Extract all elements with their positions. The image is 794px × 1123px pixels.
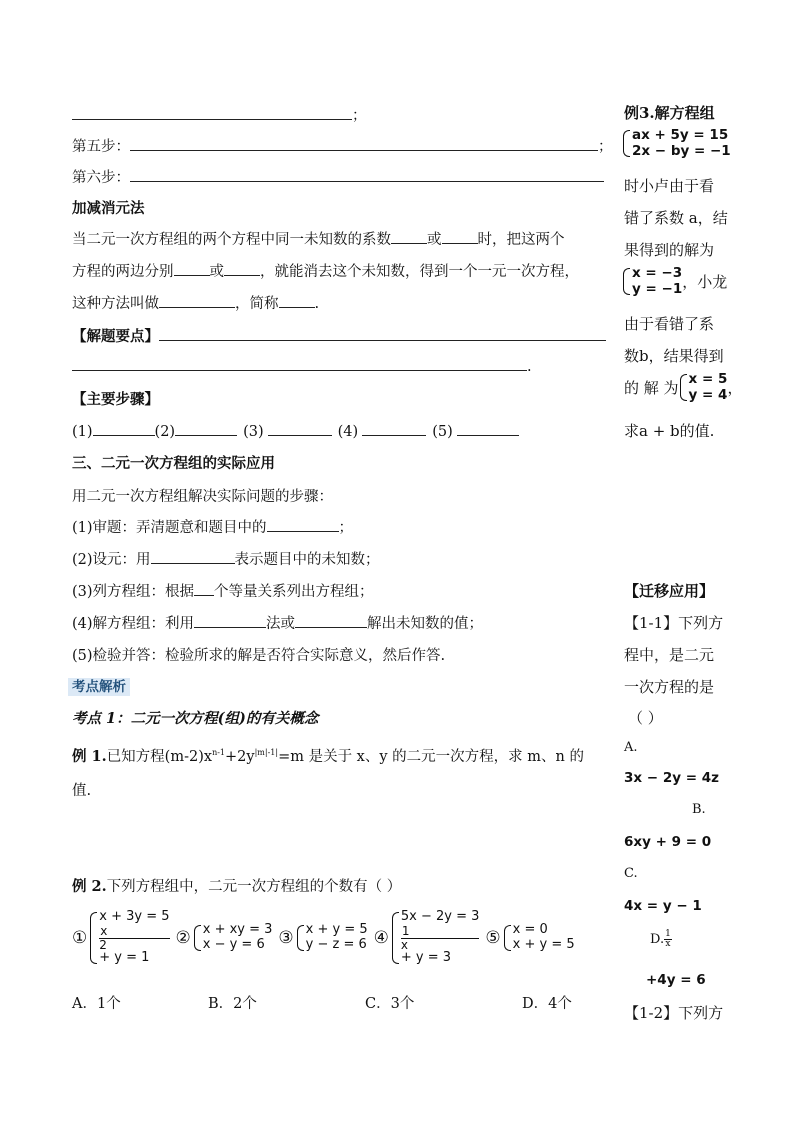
mainsteps-list: (1) (2) (3) (4) (5)	[72, 421, 519, 440]
blank[interactable]	[151, 549, 235, 564]
option-b[interactable]: B．2个	[208, 996, 257, 1012]
line-blank-1: ；	[72, 104, 367, 125]
kaodian1-title: 考点 1：二元一次方程(组)的有关概念	[72, 710, 319, 727]
mainsteps-label: 【主要步骤】	[72, 391, 159, 408]
keypoint-line: 【解题要点】	[72, 325, 606, 346]
r1: 时小卢由于看	[624, 177, 715, 195]
blank[interactable]	[391, 229, 427, 244]
s5: (5)检验并答：检验所求的解是否符合实际意义，然后作答.	[72, 648, 446, 664]
keypoint-blank[interactable]	[159, 326, 606, 341]
r5: 由于看错了系	[624, 315, 715, 333]
q-option-b-eq: 6xy + 9 = 0	[624, 834, 712, 850]
ex3-title: 例3.解方程组	[624, 104, 715, 122]
q-option-a-eq: 3x − 2y = 4z	[624, 770, 719, 786]
step5-blank[interactable]	[130, 136, 598, 151]
blank[interactable]	[194, 581, 214, 596]
systems-row: ① x + 3y = 5 x 2 + y = 1 ② x + xy = 3 x − y = 6 ③ x + y = 5 y − z = 6 ④ 5x − 2y = 3 1 x + y = 3 ⑤ x = 0 x + y = 5	[72, 909, 575, 966]
q11d: （ ）	[628, 709, 663, 727]
step-blank[interactable]	[175, 421, 237, 436]
r6: 数b，结果得到	[624, 347, 724, 365]
q-option-d[interactable]: D. $\frac{1}{x}$	[650, 929, 671, 950]
jiajian-p3: 这种方法叫做 ，简称 .	[72, 292, 319, 313]
q12: 【1-2】下列方	[624, 1004, 724, 1022]
keypoint-line2: .	[72, 356, 532, 375]
system-4: 5x − 2y = 3 1 x + y = 3	[391, 910, 480, 966]
system-1: x + 3y = 5 x 2 + y = 1	[89, 910, 169, 966]
r3: 果得到的解为	[624, 241, 715, 259]
keypoint-blank-2[interactable]	[72, 356, 527, 371]
step6-blank[interactable]	[130, 167, 604, 182]
system-5: x = 0 x + y = 5	[503, 923, 575, 953]
ex3-system: ax + 5y = 15 2x − by = −1	[622, 128, 731, 159]
q-option-d-eq: +4y = 6	[646, 972, 706, 988]
q-option-a-label[interactable]: A.	[624, 740, 638, 755]
option-c[interactable]: C．3个	[365, 996, 415, 1012]
r7: 的 解 为 x = 5 y = 4 ，	[624, 371, 743, 403]
step-blank[interactable]	[93, 421, 155, 436]
option-d[interactable]: D．4个	[522, 996, 572, 1012]
r8: 求a + b的值.	[624, 422, 715, 440]
section3-title: 三、二元一次方程组的实际应用	[72, 455, 275, 472]
blank[interactable]	[267, 517, 339, 532]
option-a[interactable]: A．1个	[72, 996, 121, 1012]
q11b: 程中，是二元	[624, 646, 715, 664]
jiajian-title: 加减消元法	[72, 200, 145, 217]
step6-line: 第六步：	[72, 166, 604, 187]
step5-line: 第五步： ；	[72, 135, 613, 156]
step-blank[interactable]	[362, 421, 426, 436]
blank[interactable]	[442, 229, 478, 244]
blank[interactable]	[159, 293, 235, 308]
example-1-cont: 值.	[72, 783, 92, 799]
blank[interactable]	[279, 293, 315, 308]
blank[interactable]	[72, 105, 352, 120]
q-option-b-label[interactable]: B.	[692, 802, 706, 817]
r4: x = −3 y = −1 ，小龙	[622, 266, 727, 297]
blank[interactable]	[194, 613, 266, 628]
section3-intro: 用二元一次方程组解决实际问题的步骤：	[72, 489, 333, 505]
q-option-c-eq: 4x = y − 1	[624, 898, 702, 914]
r2: 错了系数 a，结	[624, 209, 728, 227]
blank[interactable]	[174, 261, 210, 276]
system-3: x + y = 5 y − z = 6	[296, 923, 368, 953]
q-option-c-label[interactable]: C.	[624, 866, 638, 881]
transfer-title: 【迁移应用】	[624, 582, 715, 600]
kaodian-tag: 考点解析	[68, 675, 130, 695]
example-2: 例 2.下列方程组中，二元一次方程组的个数有（ ）	[72, 878, 402, 895]
step-blank[interactable]	[268, 421, 332, 436]
jiajian-p1: 当二元一次方程组的两个方程中同一未知数的系数 或 时，把这两个	[72, 228, 565, 249]
s4: (4)解方程组：利用 法或 解出未知数的值；	[72, 612, 483, 633]
blank[interactable]	[295, 613, 367, 628]
s3: (3)列方程组：根据 个等量关系列出方程组；	[72, 580, 374, 601]
q11c: 一次方程的是	[624, 678, 715, 696]
example-1: 例 1.已知方程$(m-2)x^{n-1}+2y^{|m|-1|}=m$ 是关于 x、y 的二元一次方程，求 m、n 的	[72, 748, 584, 765]
s2: (2)设元：用 表示题目中的未知数；	[72, 548, 380, 569]
jiajian-p2: 方程的两边分别 或 ，就能消去这个未知数，得到一个一元一次方程，	[72, 260, 579, 281]
blank[interactable]	[224, 261, 260, 276]
system-2: x + xy = 3 x − y = 6	[193, 923, 273, 953]
q11a: 【1-1】下列方	[624, 614, 724, 632]
s1: (1)审题：弄清题意和题目中的 ；	[72, 516, 353, 537]
step-blank[interactable]	[457, 421, 519, 436]
